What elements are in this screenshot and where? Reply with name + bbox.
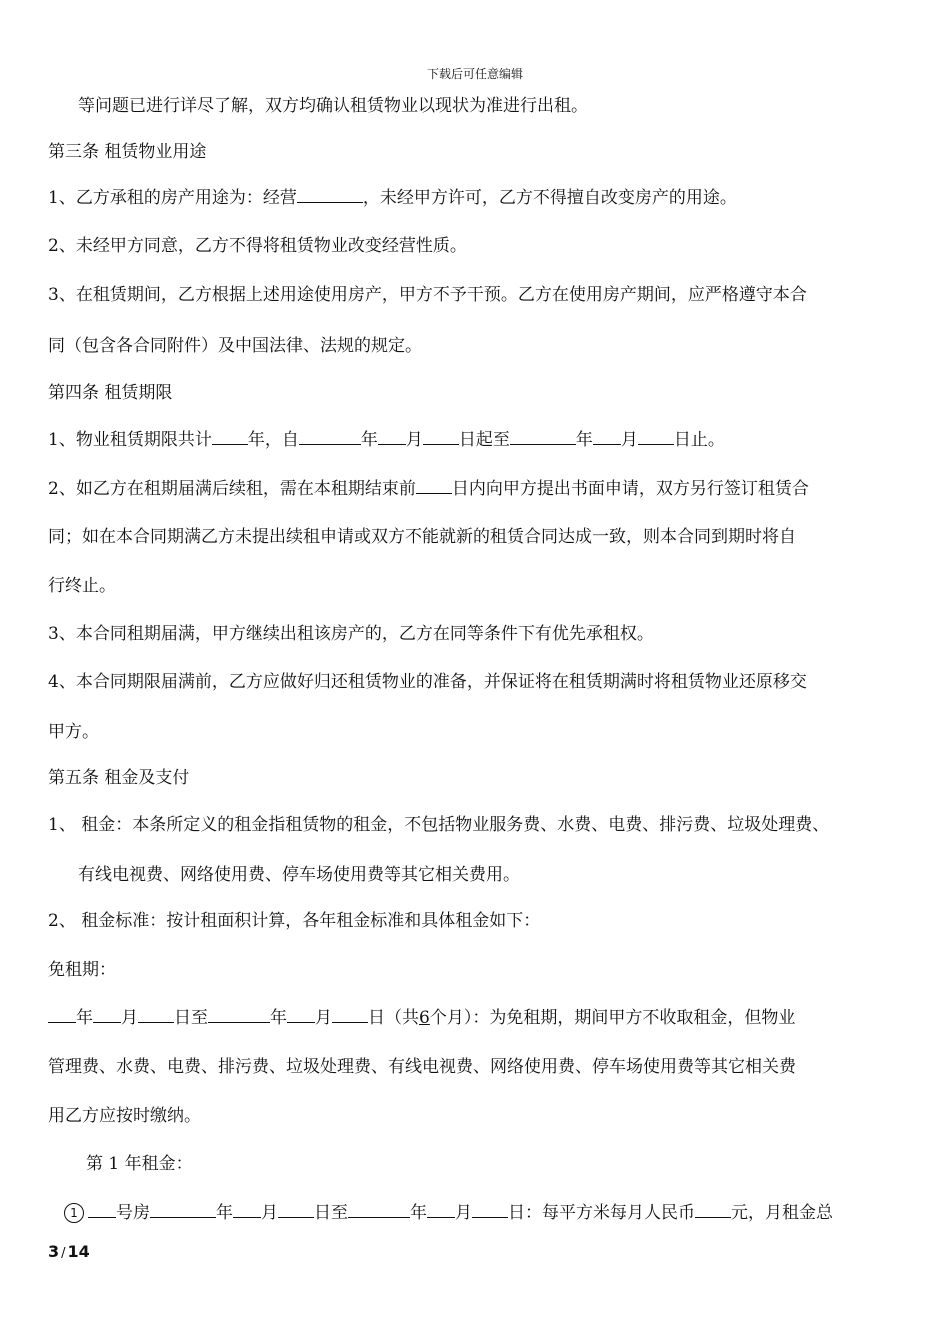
total-pages: 14 [67,1242,90,1261]
fill-blank[interactable] [150,1200,216,1218]
text-span: 1、乙方承租的房产用途为：经营 [48,188,297,208]
clause-line [48,476,809,501]
clause-line: 甲方。 [48,722,99,742]
clause-line: 行终止。 [48,576,116,596]
text-span: 号房 [116,1203,150,1223]
text-span: 2、如乙方在租期届满后续租，需在本租期结束前 [48,479,416,499]
fill-blank[interactable] [299,427,361,445]
text-span: 日至 [174,1008,208,1028]
clause-line [48,427,725,452]
clause-line: 同（包含各合同附件）及中国法律、法规的规定。 [48,336,422,356]
section-heading: 第五条 租金及支付 [48,768,190,788]
text-span: 1、物业租赁期限共计 [48,430,212,450]
text-span: 月 [620,430,638,450]
page-separator: / [61,1246,66,1261]
text-span: 年 [410,1203,427,1223]
page-number [48,1242,90,1264]
text-span: 月 [261,1203,278,1223]
text-span: 日：每平方米每月人民币 [508,1203,695,1223]
current-page: 3 [48,1242,60,1261]
circled-number: 1 [64,1203,84,1223]
text-span: 日起至 [458,430,510,450]
text-span: 年 [360,430,378,450]
fill-blank[interactable] [510,427,576,445]
clause-line: 1、 租金：本条所定义的租金指租赁物的租金，不包括物业服务费、水费、电费、排污费、垃圾处理费、 [48,815,830,835]
text-span: 日止。 [673,430,725,450]
clause-line: 3、在租赁期间，乙方根据上述用途使用房产，甲方不予干预。乙方在使用房产期间，应严格遵守本合 [48,285,807,305]
clause-line: 同；如在本合同期满乙方未提出续租申请或双方不能就新的租赁合同达成一致，则本合同到期时将自 [48,527,796,547]
fill-blank[interactable] [138,1005,174,1023]
fill-blank[interactable] [472,1200,508,1218]
text-span: 年 [575,430,593,450]
text-span: ，未经甲方许可，乙方不得擅自改变房产的用途。 [362,188,737,208]
clause-line: 2、未经甲方同意，乙方不得将租赁物业改变经营性质。 [48,236,467,256]
subheading: 第 1 年租金： [86,1154,193,1174]
fill-blank[interactable] [48,1005,76,1023]
fill-blank[interactable] [638,427,674,445]
fill-blank[interactable] [287,1005,315,1023]
fill-blank[interactable] [695,1200,731,1218]
clause-line [64,1200,833,1225]
fill-blank[interactable] [423,427,459,445]
clause-line [48,185,737,210]
fill-blank[interactable] [593,427,621,445]
clause-line: 3、本合同租期届满，甲方继续出租该房产的，乙方在同等条件下有优先承租权。 [48,624,654,644]
text-span: 个月）：为免租期，期间甲方不收取租金，但物业 [429,1008,796,1028]
page-header: 下载后可任意编辑 [426,67,523,81]
fill-blank[interactable] [297,185,363,203]
text-span: 月 [405,430,423,450]
fill-blank[interactable] [88,1200,116,1218]
text-span: 年 [270,1008,287,1028]
fill-blank[interactable] [278,1200,314,1218]
clause-line [48,1005,795,1030]
text-span: 日内向甲方提出书面申请，双方另行签订租赁合 [451,479,809,499]
subheading: 免租期： [48,960,116,980]
fill-blank[interactable] [348,1200,410,1218]
clause-line: 4、本合同期限届满前，乙方应做好归还租赁物业的准备，并保证将在租赁期满时将租赁物业还原移交 [48,672,807,692]
section-heading: 第四条 租赁期限 [48,383,173,403]
fill-blank[interactable] [378,427,406,445]
fill-blank[interactable] [212,427,248,445]
months-count: 6 [419,1008,430,1028]
clause-line: 管理费、水费、电费、排污费、垃圾处理费、有线电视费、网络使用费、停车场使用费等其它相关费 [48,1057,796,1077]
fill-blank[interactable] [208,1005,270,1023]
fill-blank[interactable] [332,1005,368,1023]
text-span: 年，自 [247,430,299,450]
clause-line: 2、 租金标准：按计租面积计算，各年租金标准和具体租金如下： [48,911,541,931]
text-span: 元，月租金总 [731,1203,833,1223]
text-span: 日（共 [368,1008,419,1028]
fill-blank[interactable] [93,1005,121,1023]
text-span: 日至 [314,1203,348,1223]
fill-blank[interactable] [427,1200,455,1218]
text-span: 月 [121,1008,138,1028]
fill-blank[interactable] [233,1200,261,1218]
fill-blank[interactable] [416,476,452,494]
text-span: 月 [315,1008,332,1028]
paragraph-line: 等问题已进行详尽了解，双方均确认租赁物业以现状为准进行出租。 [78,96,588,116]
clause-line: 用乙方应按时缴纳。 [48,1106,201,1126]
text-span: 年 [216,1203,233,1223]
clause-line: 有线电视费、网络使用费、停车场使用费等其它相关费用。 [78,865,520,885]
section-heading: 第三条 租赁物业用途 [48,142,207,162]
text-span: 月 [455,1203,472,1223]
text-span: 年 [76,1008,93,1028]
